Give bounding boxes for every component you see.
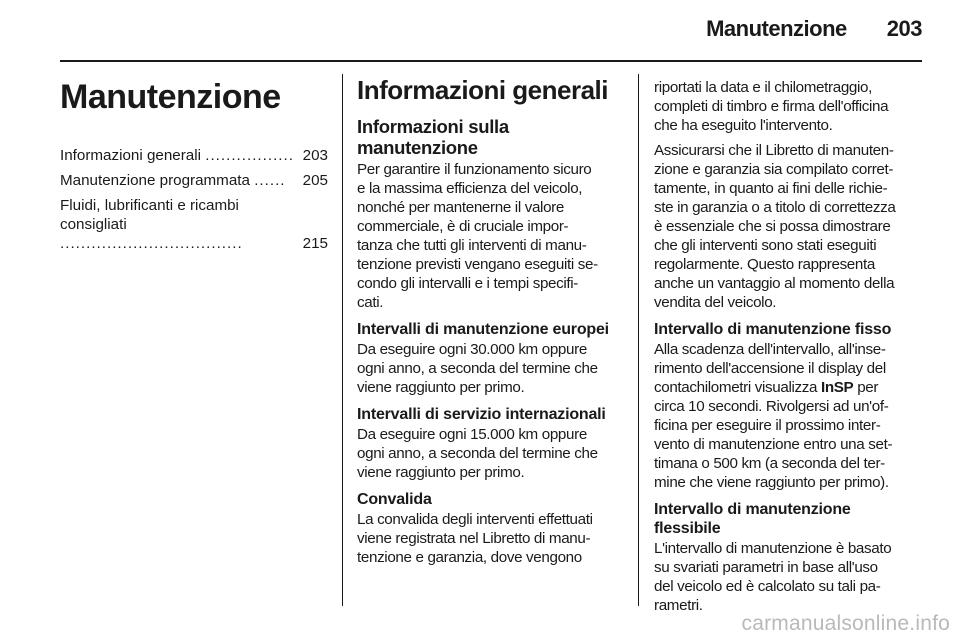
paragraph-intervallo-fisso: Alla scadenza dell'intervallo, all'inse- rimento dell'accensione il display del contachilometri visualizza InSP per circa 10 secondi. Rivolgersi ad un'of- ficina per eseguire il prossimo inter- vento di manutenzione entro una set- timana o 500 km (a seconda del ter- mine che viene raggiunto per primo). xyxy=(654,341,893,491)
toc-entry-informazioni-generali[interactable] xyxy=(60,146,328,165)
toc-entry-page: 215 xyxy=(302,235,328,252)
header-rule xyxy=(60,60,922,62)
paragraph-libretto: Assicurarsi che il Libretto di manuten- zione e garanzia sia compilato corret- tamente, in quanto ai fini delle richie- ste in garanzia o a titolo di correttezza è essenziale che si possa dimostrare che gli interventi sono stati eseguiti regolarmente. Questo rappresenta anche un vantaggio al momento della vendita del veicolo. xyxy=(654,142,896,311)
chapter-title: Manutenzione xyxy=(60,78,281,116)
paragraph-intervallo-flessibile: L'intervallo di manutenzione è basato su svariati parametri in base all'uso del veicolo ed è calcolato su tali pa- rametri. xyxy=(654,540,892,614)
toc-entry-manutenzione-programmata[interactable] xyxy=(60,171,328,190)
header-page-number: 203 xyxy=(886,16,922,41)
header-section-title: Manutenzione xyxy=(706,16,847,41)
section-title: Informazioni generali xyxy=(357,75,608,105)
paragraph-convalida-continued: riportati la data e il chilometraggio, completi di timbro e firma dell'officina che ha eseguito l'intervento. xyxy=(654,79,889,134)
column-divider-1 xyxy=(342,74,343,606)
display-code-insp: InSP xyxy=(820,379,854,396)
section-column xyxy=(357,72,622,573)
subsection-title-intervalli-europei: Intervalli di manutenzione europei xyxy=(357,321,609,338)
paragraph-convalida: La convalida degli interventi effettuati viene registrata nel Libretto di manu- tenzione e garanzia, dove vengono xyxy=(357,511,593,566)
toc-entry-page: 203 xyxy=(302,147,328,164)
toc-entry-text-line1: Fluidi, lubrificanti e ricambi xyxy=(60,197,239,214)
subsection-title-informazioni: Informazioni sulla manutenzione xyxy=(357,116,509,158)
toc-entry-text: Informazioni generali xyxy=(60,147,201,164)
subsection-title-intervalli-internazionali: Intervalli di servizio internazionali xyxy=(357,406,606,423)
continuation-column xyxy=(654,78,922,621)
subsection-title-intervallo-fisso: Intervallo di manutenzione fisso xyxy=(654,321,892,338)
chapter-toc-column xyxy=(60,72,328,259)
toc-entry-fluidi-lubrificanti[interactable] xyxy=(60,196,328,253)
paragraph-intervalli-europei: Da eseguire ogni 30.000 km oppure ogni anno, a seconda del termine che viene raggiunto per primo. xyxy=(357,341,598,396)
toc-leader-dots: ...... xyxy=(254,172,286,189)
toc-entry-text: Manutenzione programmata xyxy=(60,172,250,189)
subsection-title-intervallo-flessibile: Intervallo di manutenzione flessibile xyxy=(654,501,851,537)
column-divider-2 xyxy=(638,74,639,606)
toc-leader-dots: ................. xyxy=(205,147,294,164)
toc-entry-text-line2: consigliati xyxy=(60,216,127,233)
paragraph-informazioni: Per garantire il funzionamento sicuro e la massima efficienza del veicolo, nonché per mantenerne il valore commerciale, è di cruciale impor- tanza che tutti gli interventi di manu- tenzione previsti vengano eseguiti se- condo gli intervalli e i tempi specifi- cati. xyxy=(357,161,598,311)
toc-entry-page: 205 xyxy=(302,172,328,189)
site-watermark: carmanualsonline.info xyxy=(741,612,950,635)
paragraph-intervalli-internazionali: Da eseguire ogni 15.000 km oppure ogni anno, a seconda del termine che viene raggiunto per primo. xyxy=(357,426,598,481)
subsection-title-convalida: Convalida xyxy=(357,491,432,508)
running-header xyxy=(60,16,922,48)
toc-leader-dots: ................................... xyxy=(60,235,243,252)
